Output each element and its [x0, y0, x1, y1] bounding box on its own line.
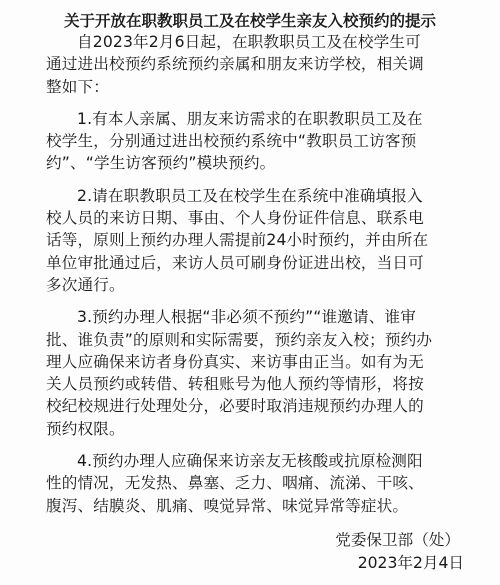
intro-line: 自2023年2月6日起，在职教职员工及在校学生可	[77, 33, 421, 51]
item-line: 单位审批通过后，来访人员可刷身份证进出校，当日可	[46, 253, 424, 272]
item-line: 多次通行。	[46, 275, 125, 294]
item-line: 校纪校规进行处理处分，必要时取消违规预约办理人的	[46, 397, 424, 416]
signature-org: 党委保卫部（处）	[335, 531, 460, 549]
intro-line: 整如下：	[46, 77, 109, 96]
item-line: 性的情况，无发热、鼻塞、乏力、咽痛、流涕、干咳、	[46, 474, 424, 493]
item-line: 话等，原则上预约办理人需提前24小时预约，并由所在	[46, 231, 429, 250]
item-line: 4.预约办理人应确保来访亲友无核酸或抗原检测阳	[77, 452, 423, 471]
item-line: 腹泻、结膜炎、肌痛、嗅觉异常、味觉异常等症状。	[46, 496, 409, 515]
item-line: 约”、“学生访客预约”模块预约。	[46, 154, 276, 173]
item-line: 校学生，分别通过进出校预约系统中“教职员工访客预	[46, 132, 417, 151]
notice-body	[46, 31, 486, 517]
notice-title: 关于开放在职教职员工及在校学生亲友入校预约的提示	[63, 12, 436, 30]
paragraph-gap	[46, 98, 486, 108]
item-2-paragraph	[46, 185, 486, 296]
item-line: 校人员的来访日期、事由、个人身份证件信息、联系电	[46, 209, 424, 228]
item-line: 批、谁负责”的原则和实际需要，预约亲友入校；预约办	[46, 330, 433, 349]
paragraph-gap	[46, 440, 486, 450]
intro-paragraph	[46, 31, 486, 98]
paragraph-gap	[46, 296, 486, 306]
item-4-paragraph	[46, 450, 486, 517]
item-1-paragraph	[46, 108, 486, 175]
item-line: 2.请在职教职员工及在校学生在系统中准确填报入	[77, 186, 423, 205]
paragraph-gap	[46, 175, 486, 185]
item-line: 3.预约办理人根据“非必须不预约”“谁邀请、谁审	[77, 308, 416, 327]
item-line: 1.有本人亲属、朋友来访需求的在职教职员工及在	[77, 109, 423, 128]
item-line: 理人应确保来访者身份真实、来访事由正当。如有为无	[46, 352, 424, 371]
item-3-paragraph	[46, 306, 486, 440]
intro-line: 通过进出校预约系统预约亲属和朋友来访学校，相关调	[46, 55, 424, 74]
item-line: 预约权限。	[46, 419, 125, 438]
signature-date: 2023年2月4日	[357, 554, 464, 572]
item-line: 关人员预约或转借、转租账号为他人预约等情形，将按	[46, 375, 424, 394]
